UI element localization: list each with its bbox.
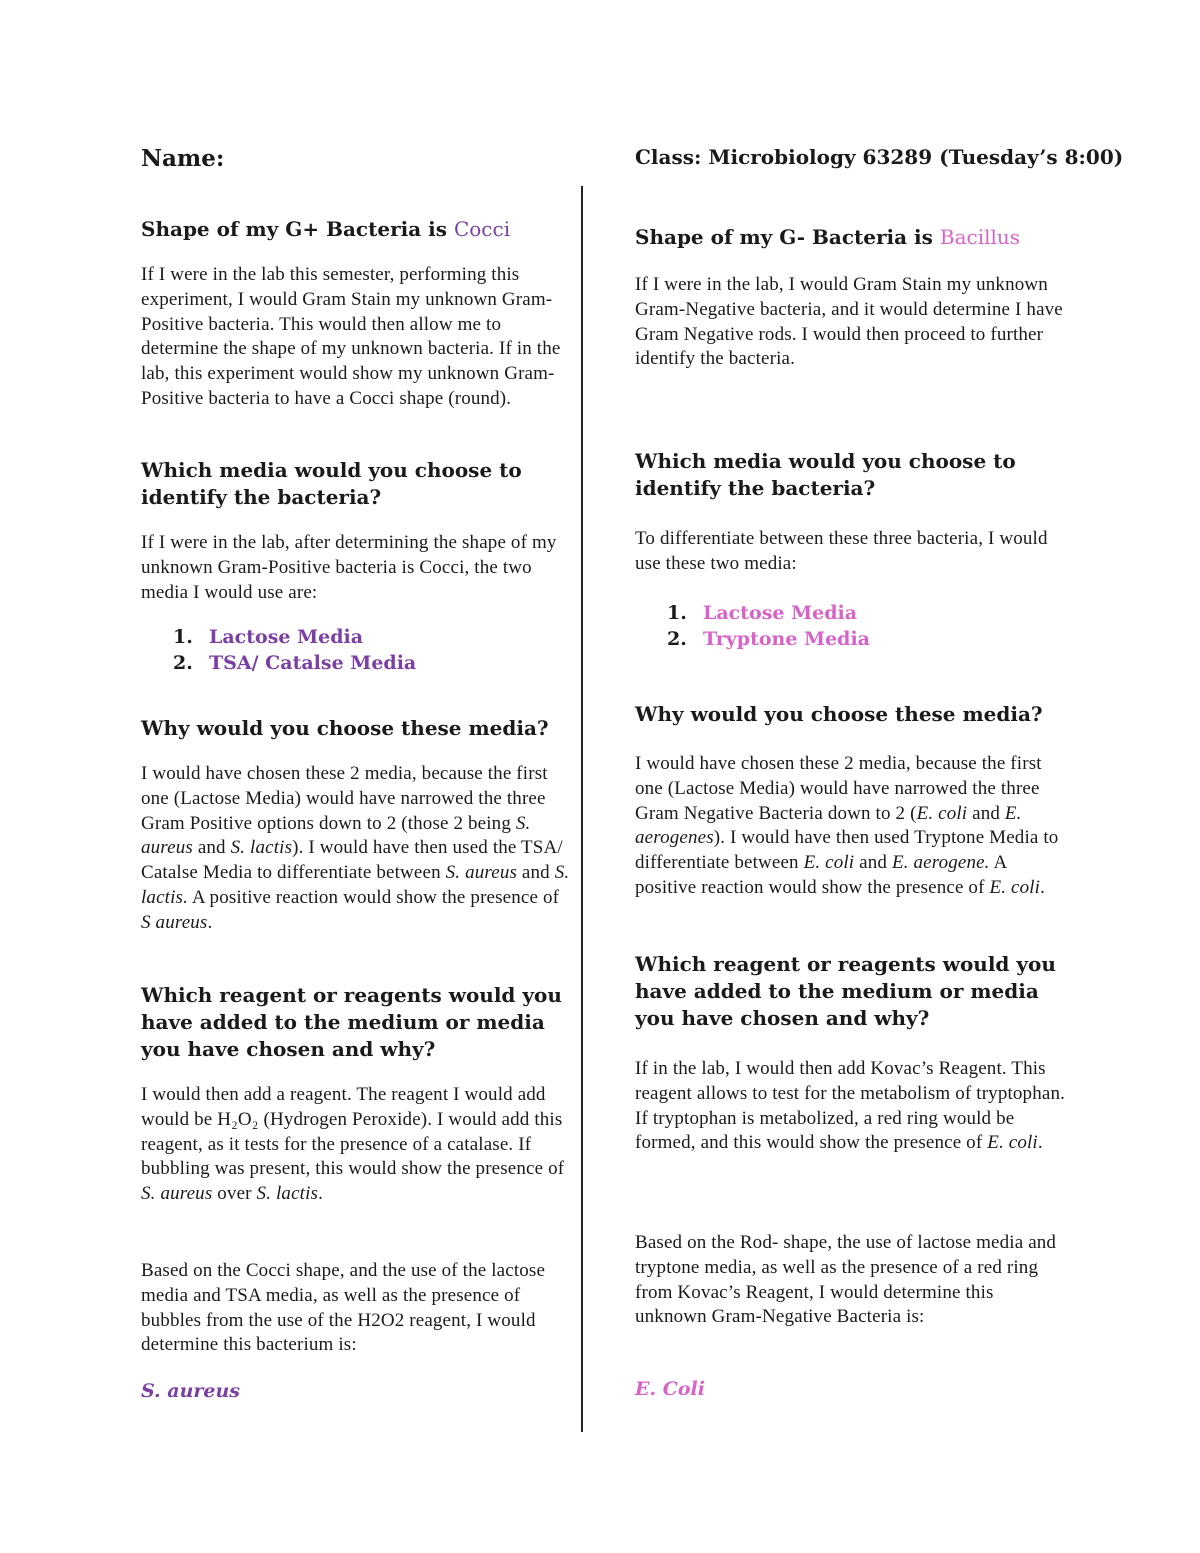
right-why-answer: I would have chosen these 2 media, because the first one (Lactose Media) would have narrowed the three Gram Negative Bacteria down to 2 (E. coli and E. aerogenes). I would have then used Tryptone Media to differentiate between E. coli and E. aerogene. A positive reaction would show the presence of E. coli. [635, 753, 1059, 898]
list-item: 2. Tryptone Media [667, 628, 870, 650]
list-item: 1. Lactose Media [173, 626, 364, 648]
left-media-answer: If I were in the lab, after determining the shape of my unknown Gram-Positive bacteria is Cocci, the two media I would use are: [141, 532, 557, 603]
right-shape-prefix: Shape of my G- Bacteria is [635, 225, 940, 249]
right-shape-value: Bacillus [939, 225, 1021, 249]
right-final-answer: E. Coli [635, 1378, 705, 1400]
left-conclusion: Based on the Cocci shape, and the use of the lactose media and TSA media, as well as the presence of bubbles from the use of the H2O2 reagent, I would determine this bacterium is: [141, 1260, 546, 1356]
list-item: 1. Lactose Media [667, 602, 858, 624]
right-conclusion: Based on the Rod- shape, the use of lactose media and tryptone media, as well as the presence of a red ring from Kovac’s Reagent, I would determine this unknown Gram-Negative Bacteria is: [635, 1232, 1057, 1328]
left-why-answer: I would have chosen these 2 media, because the first one (Lactose Media) would have narrowed the three Gram Positive options down to 2 (those 2 being S. aureus and S. lactis). I would have then used the TSA/ Catalse Media to differentiate between S. aureus and S. lactis. A positive reaction would show the presence of S aureus. [141, 763, 570, 933]
right-media-list [635, 600, 1065, 652]
left-shape-heading [141, 216, 571, 243]
right-media-answer: To differentiate between these three bacteria, I would use these two media: [635, 528, 1048, 574]
left-final-answer: S. aureus [141, 1380, 241, 1402]
left-shape-prefix: Shape of my G+ Bacteria is [141, 217, 454, 241]
left-question-media: Which media would you choose to identify the bacteria? [141, 458, 522, 509]
left-intro: If I were in the lab this semester, performing this experiment, I would Gram Stain my unknown Gram-Positive bacteria. This would then allow me to determine the shape of my unknown bacteria. If in the lab, this experiment would show my unknown Gram-Positive bacteria to have a Cocci shape (round). [141, 264, 561, 409]
left-reagent-answer: I would then add a reagent. The reagent I would add would be H₂O₂ (Hydrogen Peroxide). I would add this reagent, as it tests for the presence of a catalase. If bubbling was present, this would show the presence of S. aureus over S. lactis. [141, 1084, 565, 1205]
class-label: Class: Microbiology 63289 (Tuesday’s 8:00) [635, 145, 1124, 169]
left-shape-value: Cocci [453, 217, 511, 241]
right-question-reagent: Which reagent or reagents would you have added to the medium or media you have chosen and why? [635, 952, 1056, 1030]
column-divider [581, 186, 583, 1432]
right-question-why: Why would you choose these media? [635, 702, 1043, 726]
left-question-why: Why would you choose these media? [141, 716, 549, 740]
right-intro: If I were in the lab, I would Gram Stain my unknown Gram-Negative bacteria, and it would determine I have Gram Negative rods. I would then proceed to further identify the bacteria. [635, 274, 1063, 370]
name-label: Name: [141, 145, 225, 172]
list-item: 2. TSA/ Catalse Media [173, 652, 417, 674]
right-question-media: Which media would you choose to identify the bacteria? [635, 449, 1016, 500]
left-question-reagent: Which reagent or reagents would you have added to the medium or media you have chosen and why? [141, 983, 562, 1061]
right-reagent-answer: If in the lab, I would then add Kovac’s Reagent. This reagent allows to test for the metabolism of tryptophan. If tryptophan is metabolized, a red ring would be formed, and this would show the presence of E. coli. [635, 1058, 1065, 1154]
left-media-list [141, 624, 571, 676]
